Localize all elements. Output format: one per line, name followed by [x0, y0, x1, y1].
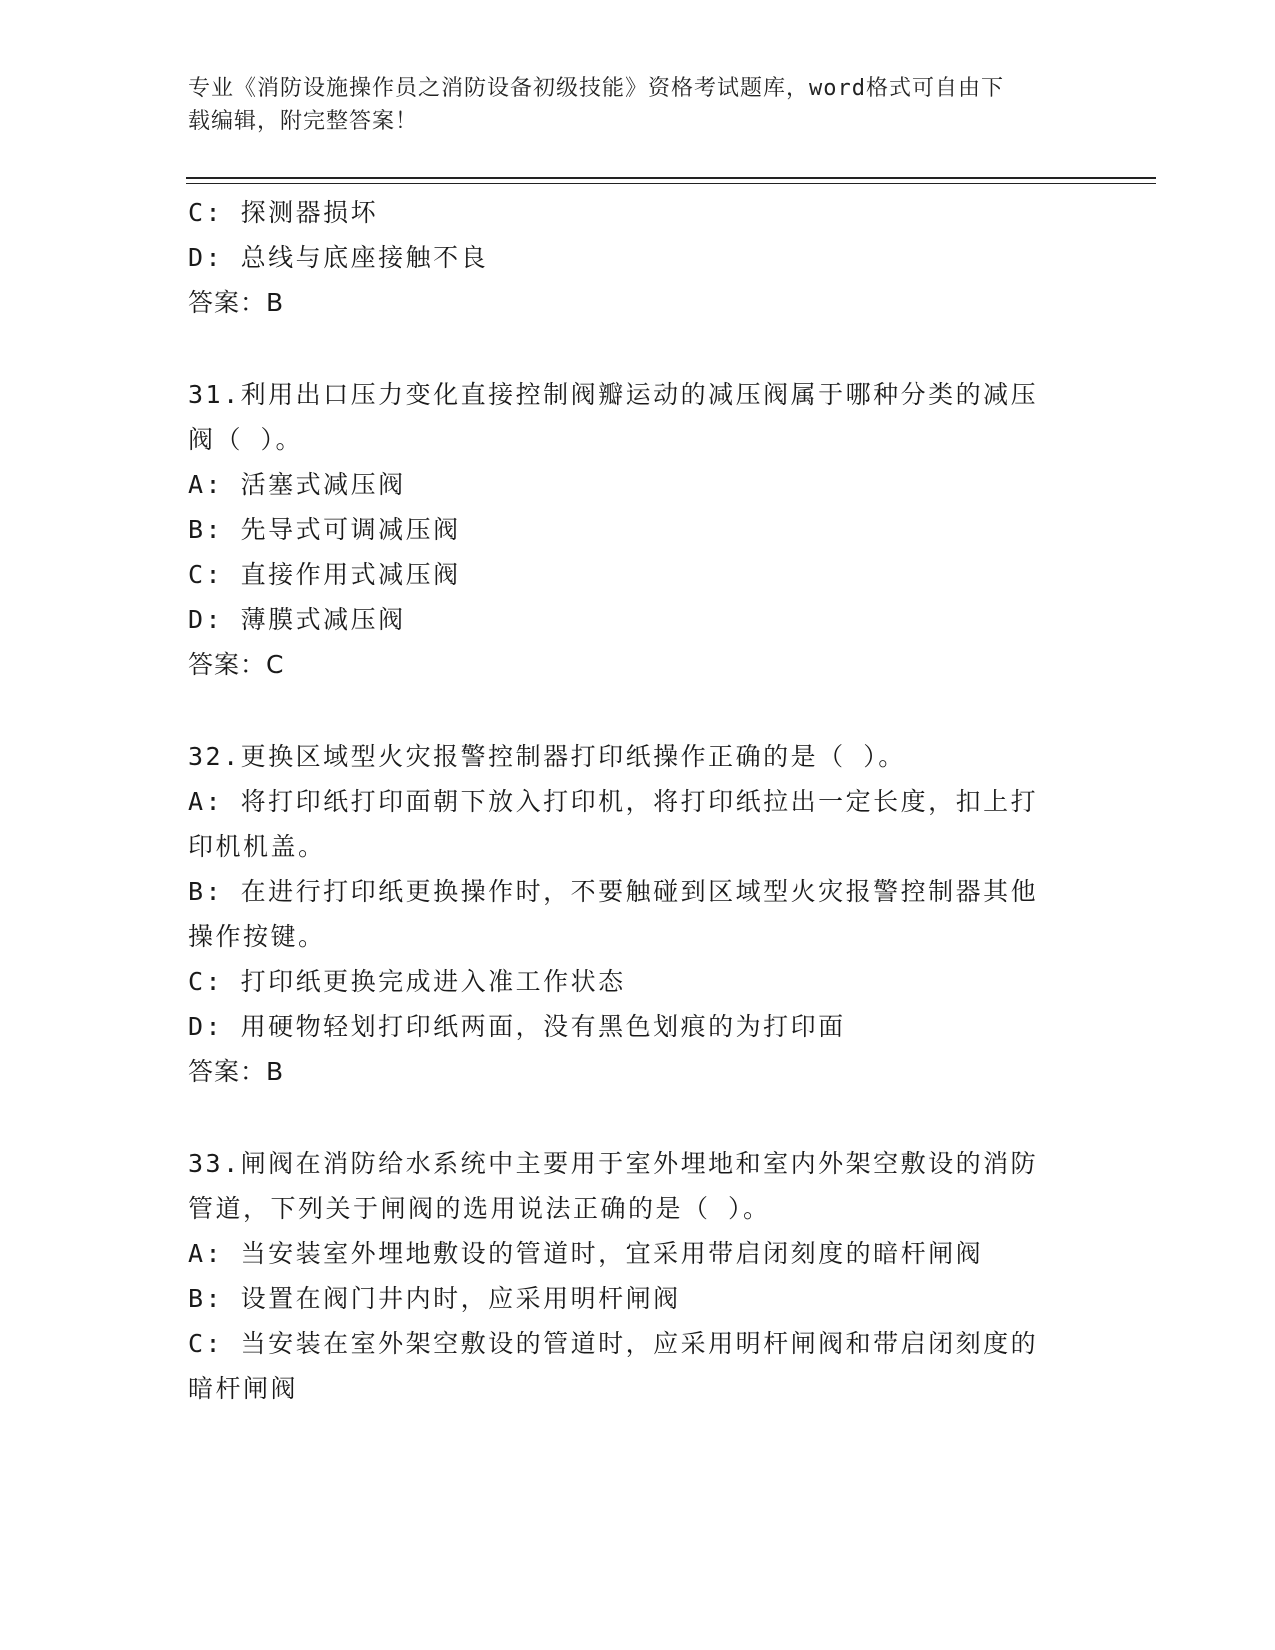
header-line-1: 专业《消防设施操作员之消防设备初级技能》资格考试题库，word格式可自由下: [188, 76, 1004, 101]
header-rule-thick: [186, 177, 1156, 179]
option-c-continued: 暗杆闸阀: [188, 1374, 299, 1403]
option-d: D: 总线与底座接触不良: [188, 243, 489, 272]
option-b: B: 在进行打印纸更换操作时，不要触碰到区域型火灾报警控制器其他: [188, 877, 1039, 906]
header-line-2: 载编辑，附完整答案！: [188, 109, 419, 134]
option-b-continued: 操作按键。: [188, 922, 326, 951]
question-stem-line: 32.更换区域型火灾报警控制器打印纸操作正确的是（ ）。: [188, 742, 906, 771]
question-stem-line: 31.利用出口压力变化直接控制阀瓣运动的减压阀属于哪种分类的减压: [188, 380, 1039, 409]
option-a: A: 活塞式减压阀: [188, 470, 406, 499]
spacer: [188, 687, 1088, 734]
answer-line: 答案：C: [188, 650, 285, 679]
option-b: B: 设置在阀门井内时，应采用明杆闸阀: [188, 1284, 681, 1313]
question-stem-line: 33.闸阀在消防给水系统中主要用于室外埋地和室内外架空敷设的消防: [188, 1149, 1039, 1178]
option-a: A: 将打印纸打印面朝下放入打印机，将打印纸拉出一定长度，扣上打: [188, 787, 1039, 816]
option-d: D: 薄膜式减压阀: [188, 605, 406, 634]
spacer: [188, 1094, 1088, 1141]
option-d: D: 用硬物轻划打印纸两面，没有黑色划痕的为打印面: [188, 1012, 846, 1041]
page-header: [188, 72, 1088, 138]
option-c: C: 直接作用式减压阀: [188, 560, 461, 589]
option-b: B: 先导式可调减压阀: [188, 515, 461, 544]
option-c: C: 探测器损坏: [188, 198, 379, 227]
question-stem-line: 管道，下列关于闸阀的选用说法正确的是（ ）。: [188, 1194, 771, 1223]
document-body: [188, 190, 1088, 1411]
option-c: C: 打印纸更换完成进入准工作状态: [188, 967, 626, 996]
question-33: [188, 1141, 1088, 1411]
answer-line: 答案：B: [188, 1057, 285, 1086]
question-31: [188, 372, 1088, 687]
question-fragment: [188, 190, 1088, 325]
question-32: [188, 734, 1088, 1094]
option-a-continued: 印机机盖。: [188, 832, 326, 861]
header-rule-thin: [186, 183, 1156, 184]
question-stem-line: 阀（ ）。: [188, 425, 304, 454]
spacer: [188, 325, 1088, 372]
answer-line: 答案：B: [188, 288, 285, 317]
option-a: A: 当安装室外埋地敷设的管道时，宜采用带启闭刻度的暗杆闸阀: [188, 1239, 984, 1268]
option-c: C: 当安装在室外架空敷设的管道时，应采用明杆闸阀和带启闭刻度的: [188, 1329, 1039, 1358]
